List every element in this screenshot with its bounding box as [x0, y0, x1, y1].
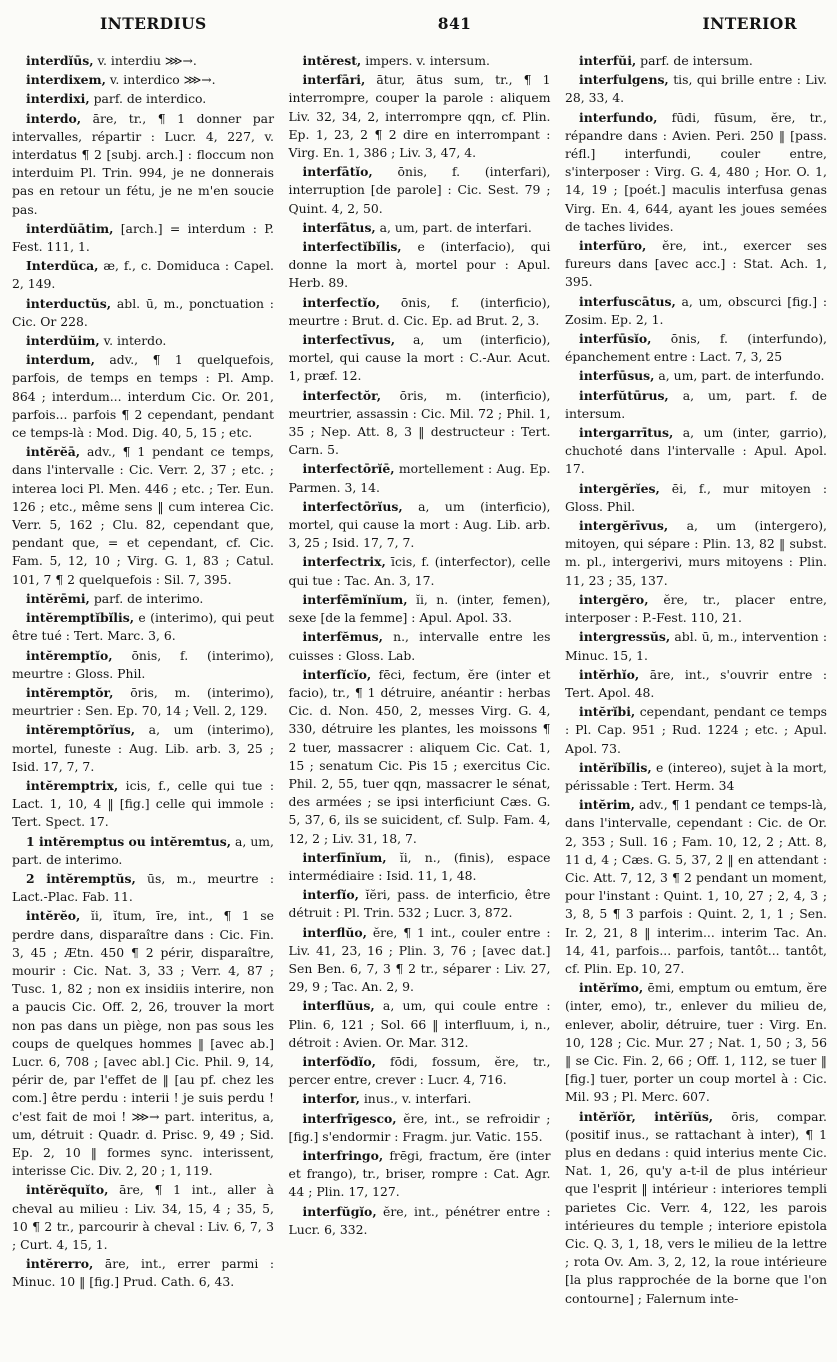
dictionary-entry: [12, 71, 274, 89]
dictionary-entry: [12, 647, 274, 683]
entry-headword: interfectīvus,: [302, 332, 396, 348]
entry-definition: ūs, m., meurtre : Lact.-Plac. Fab. 11.: [12, 870, 274, 905]
column-1: [12, 52, 274, 1309]
entry-headword: interdĭūs,: [26, 53, 94, 68]
dictionary-entry: [289, 294, 551, 330]
entry-headword: intĕrĭŏr, intĕrĭŭs,: [579, 1108, 714, 1124]
entry-headword: interdixem,: [26, 72, 106, 88]
entry-headword: interfulgens,: [579, 72, 669, 88]
dictionary-entry: [12, 332, 274, 350]
dictionary-entry: [289, 238, 551, 293]
dictionary-entry: [12, 351, 274, 442]
dictionary-entry: [289, 71, 551, 162]
entry-headword: intĕrĕo,: [26, 908, 81, 924]
entry-headword: interfāri,: [302, 72, 366, 88]
entry-definition: ōris, m. (interficio), meurtrier, assassin : Cic. Mil. 72 ; Phil. 1, 35 ; Nep. Att. 8, 3 ‖ destructeur : Tert. Carn. 5.: [288, 387, 551, 458]
entry-definition: icis, f., celle qui tue : Lact. 1, 10, 4 ‖ [fig.] celle qui immole : Tert. Spect. 17.: [12, 777, 274, 830]
entry-definition: v. interdiu ⋙→.: [93, 53, 197, 68]
entry-headword: interfrīgesco,: [302, 1110, 397, 1126]
entry-headword: intergĕrīvus,: [579, 518, 669, 534]
dictionary-entry: [289, 1147, 551, 1202]
entry-headword: Interdŭca,: [26, 258, 99, 274]
dictionary-entry: [12, 52, 274, 70]
entry-headword: interdo,: [26, 110, 82, 126]
dictionary-entry: [12, 777, 274, 832]
entry-definition: ōris, m. (interimo), meurtrier : Sen. Ep. 70, 14 ; Vell. 2, 129.: [12, 684, 274, 719]
entry-definition: āre, tr., ¶ 1 donner par intervalles, répartir : Lucr. 4, 227, v. interdatus ¶ 2 [subj. arch.] : floccum non interduim Pl. Trin. 994, je ne donnerais pas en retour un fétu, je ne m'en soucie pas.: [12, 110, 274, 217]
entry-headword: intĕremptrix,: [26, 777, 119, 793]
dictionary-entry: [565, 480, 827, 516]
dictionary-entry: [565, 979, 827, 1106]
dictionary-entry: [565, 796, 827, 978]
entry-headword: intĕremptĭo,: [26, 647, 113, 663]
dictionary-entry: [12, 870, 274, 906]
dictionary-entry: [289, 553, 551, 589]
entry-definition: āre, ¶ 1 int., aller à cheval au milieu : Liv. 34, 15, 4 ; 35, 5, 10 ¶ 2 tr., parcourir à cheval : Liv. 6, 7, 3 ; Curt. 4, 15, 1.: [12, 1182, 274, 1252]
dictionary-entry: [289, 628, 551, 664]
entry-headword: intĕrerro,: [26, 1256, 94, 1272]
entry-definition: e (intereo), sujet à la mort, périssable : Tert. Herm. 34: [565, 759, 827, 793]
dictionary-entry: [565, 330, 827, 366]
entry-definition: a, um, part. de interfundo.: [654, 368, 825, 384]
entry-headword: 1 intĕremptus ou intĕremtus,: [26, 833, 232, 849]
dictionary-entry: [565, 367, 827, 385]
entry-definition: abl. ū, m., ponctuation : Cic. Or 228.: [12, 295, 274, 329]
entry-headword: intĕrim,: [579, 797, 635, 813]
entry-headword: interdŭim,: [26, 333, 100, 349]
entry-definition: æ, f., c. Domiduca : Capel. 2, 149.: [12, 258, 274, 292]
entry-definition: [arch.] = interdum : P. Fest. 111, 1.: [12, 220, 274, 255]
entry-headword: interfringo,: [302, 1147, 384, 1163]
dictionary-entry: [289, 1090, 551, 1108]
dictionary-entry: [565, 109, 827, 236]
entry-definition: cependant, pendant ce temps : Pl. Cap. 951 ; Rud. 1224 ; etc. ; Apul. Apol. 73.: [565, 704, 827, 756]
entry-headword: intĕrest,: [302, 53, 362, 68]
dictionary-entry: [565, 237, 827, 292]
entry-definition: ātur, ātus sum, tr., ¶ 1 interrompre, couper la parole : aliquem Liv. 32, 34, 2, interrompre qqn, cf. Plin. Ep. 1, 23, 2 ¶ 2 dire en interrompant : Virg. En. 1, 386 ; Liv. 3, 47, 4.: [288, 72, 551, 161]
entry-definition: impers. v. intersum.: [361, 53, 490, 68]
columns: [12, 52, 827, 1309]
entry-headword: intergĕrĭes,: [579, 480, 660, 496]
entry-definition: v. interdo.: [99, 333, 167, 349]
entry-definition: ĕre, tr., placer entre, interposer : P.-Fest. 110, 21.: [565, 591, 827, 626]
entry-definition: ĕre, int., se refroidir ; [fig.] s'endormir : Fragm. jur. Vatic. 155.: [288, 1110, 551, 1144]
entry-headword: interfŏdĭo,: [302, 1053, 376, 1069]
entry-definition: ōnis, f. (interficio), meurtre : Brut. d. Cic. Ep. ad Brut. 2, 3.: [288, 294, 551, 328]
entry-headword: intĕremptŏr,: [26, 684, 114, 700]
entry-definition: parf. de interimo.: [89, 590, 204, 606]
dictionary-entry: [289, 498, 551, 553]
entry-definition: frēgi, fractum, ĕre (inter et frango), tr., briser, rompre : Cat. Agr. 44 ; Plin. 17, 127.: [288, 1147, 551, 1200]
dictionary-entry: [12, 590, 274, 608]
dictionary-entry: [289, 997, 551, 1052]
dictionary-entry: [289, 924, 551, 997]
entry-headword: interfŭi,: [579, 53, 637, 68]
running-header: [12, 14, 827, 40]
entry-headword: interfectĭbĭlis,: [302, 239, 402, 255]
column-2: [289, 52, 551, 1309]
entry-definition: abl. ū, m., intervention : Minuc. 15, 1.: [565, 629, 827, 663]
entry-definition: ĕre, ¶ 1 int., couler entre : Liv. 41, 23, 16 ; Plin. 3, 76 ; [avec dat.] Sen Ben. 6, 7, 3 ¶ 2 tr., séparer : Liv. 27, 29, 9 ; Tac. An. 2, 9.: [288, 924, 551, 995]
entry-definition: fēci, fectum, ĕre (inter et facio), tr., ¶ 1 détruire, anéantir : herbas Cic. d. Non. 450, 2, messes Virg. G. 4, 330, détruire les plantes, les moissons ¶ 2 tuer, massacrer : aliquem Cic. Cat. 1, 15 ; senatum Cic. Pis 15 ; exercitus Cic. Phil. 2, 55, tuer qqn, massacrer le sénat, des armées ; se ipsi interficiunt Cæs. G. 5, 37, 6, ils se suicident, cf. Sulp. Fam. 4, 12, 2 ; Liv. 31, 18, 7.: [288, 666, 551, 846]
entry-headword: interfŭro,: [579, 238, 647, 254]
dictionary-entry: [12, 684, 274, 720]
entry-definition: ĕre, int., pénétrer entre : Lucr. 6, 332.: [288, 1203, 551, 1237]
entry-headword: interfĭo,: [302, 887, 359, 903]
dictionary-entry: [565, 293, 827, 329]
dictionary-entry: [565, 591, 827, 627]
dictionary-entry: [12, 721, 274, 776]
dictionary-entry: [12, 295, 274, 331]
entry-definition: a, um, part. de interfari.: [375, 219, 532, 235]
dictionary-entry: [289, 1053, 551, 1089]
entry-definition: adv., ¶ 1 quelquefois, parfois, de temps en temps : Pl. Amp. 864 ; interdum... interdum Cic. Or. 201, parfois... parfois ¶ 2 cependant, pendant ce temps-là : Mod. Dig. 40, 5, 15 ; etc.: [12, 352, 274, 441]
entry-definition: adv., ¶ 1 pendant ce temps, dans l'intervalle : Cic. Verr. 2, 37 ; etc. ; interea loci Pl. Men. 446 ; etc. ; Ter. Eun. 126 ; etc., même sens ‖ cum interea Cic. Verr. 5, 162 ; Clu. 82, cependant que, pendant que, = et cependant, cf. Cic. Fam. 5, 12, 10 ; Virg. G. 1, 83 ; Catul. 101, 7 ¶ 2 quelquefois : Sil. 7, 395.: [12, 444, 274, 587]
dictionary-entry: [289, 591, 551, 627]
dictionary-entry: [565, 1108, 827, 1308]
dictionary-entry: [12, 609, 274, 645]
entry-definition: āre, int., s'ouvrir entre : Tert. Apol. 48.: [565, 666, 827, 700]
dictionary-entry: [12, 257, 274, 293]
entry-definition: a, um, qui coule entre : Plin. 6, 121 ; Sol. 66 ‖ interfluum, i, n., détroit : Avien. Or. Mar. 312.: [288, 998, 551, 1050]
entry-headword: interfor,: [302, 1091, 360, 1107]
entry-headword: intĕremptĭbĭlis,: [26, 610, 135, 626]
entry-definition: āre, int., errer parmi : Minuc. 10 ‖ [fig.] Prud. Cath. 6, 43.: [12, 1256, 274, 1290]
column-3: [565, 52, 827, 1309]
header-right-guide-word: INTERIOR: [702, 14, 797, 33]
dictionary-entry: [12, 443, 274, 589]
entry-headword: intĕrhĭo,: [579, 666, 640, 682]
entry-definition: inus., v. interfari.: [359, 1091, 472, 1107]
entry-definition: ĭĕri, pass. de interficio, être détruit : Pl. Trin. 532 ; Lucr. 3, 872.: [288, 887, 551, 921]
entry-headword: interfuscātus,: [579, 293, 676, 309]
entry-headword: interfīnĭum,: [302, 849, 387, 865]
entry-headword: 2 intĕremptŭs,: [26, 870, 136, 886]
entry-definition: a, um (inter, garrio), chuchoté dans l'intervalle : Apul. Apol. 17.: [565, 425, 827, 477]
entry-headword: interductŭs,: [26, 295, 112, 311]
entry-headword: intĕrĕquĭto,: [26, 1182, 109, 1198]
entry-headword: interfĕmus,: [302, 629, 383, 645]
entry-headword: interfūsus,: [579, 368, 655, 384]
dictionary-entry: [289, 52, 551, 70]
entry-definition: ēi, f., mur mitoyen : Gloss. Phil.: [565, 480, 827, 514]
entry-definition: v. interdico ⋙→.: [105, 72, 216, 88]
entry-definition: a, um, part. f. de intersum.: [565, 387, 827, 421]
entry-definition: ōnis, f. (interimo), meurtre : Gloss. Phil.: [12, 647, 274, 681]
dictionary-entry: [12, 1181, 274, 1254]
dictionary-entry: [289, 1203, 551, 1239]
entry-definition: ĭi, n., (finis), espace intermédiaire : Isid. 11, 1, 48.: [288, 849, 551, 883]
entry-headword: interfectrix,: [302, 554, 386, 570]
dictionary-entry: [565, 703, 827, 758]
dictionary-entry: [289, 849, 551, 885]
entry-headword: interfectōrĭē,: [302, 461, 395, 477]
entry-headword: intĕrĕā,: [26, 444, 81, 460]
entry-headword: interfŭgĭo,: [302, 1203, 377, 1219]
entry-headword: interfūsĭo,: [579, 331, 652, 347]
dictionary-entry: [289, 886, 551, 922]
entry-headword: intĕremptōrĭus,: [26, 722, 136, 738]
entry-headword: intergressŭs,: [579, 629, 671, 645]
entry-headword: interdixi,: [26, 91, 90, 107]
entry-definition: mortellement : Aug. Ep. Parmen. 3, 14.: [288, 461, 551, 495]
entry-headword: interfātus,: [302, 219, 376, 235]
page-number: 841: [437, 14, 472, 33]
dictionary-entry: [565, 424, 827, 479]
entry-definition: ōris, compar. (positif inus., se rattachant à inter), ¶ 1 plus en dedans : quid interius mente Cic. Nat. 1, 26, qu'y a-t-il de plus intérieur que l'esprit ‖ intérieur : interiores templi parietes Cic. Verr. 4, 122, les parois intérieures du temple ; interiore epistola Cic. Q. 3, 1, 18, vers le milieu de la lettre ; rota Ov. Am. 3, 2, 12, la roue intérieure [la plus rapprochée de la borne que l'on contourne] ; Falernum inte-: [565, 1108, 827, 1306]
entry-definition: a, um, part. de interimo.: [12, 833, 274, 867]
entry-definition: parf. de interdico.: [89, 91, 207, 107]
entry-headword: interfēmĭnĭum,: [302, 591, 408, 607]
entry-definition: īcis, f. (interfector), celle qui tue : Tac. An. 3, 17.: [288, 554, 551, 588]
entry-definition: fōdi, fossum, ĕre, tr., percer entre, crever : Lucr. 4, 716.: [288, 1053, 551, 1088]
entry-definition: tis, qui brille entre : Liv. 28, 33, 4.: [565, 72, 827, 106]
dictionary-entry: [12, 90, 274, 108]
entry-definition: e (interimo), qui peut être tué : Tert. Marc. 3, 6.: [12, 610, 274, 644]
entry-definition: a, um (interficio), mortel, qui cause la mort : C.-Aur. Acut. 1, præf. 12.: [288, 332, 551, 384]
entry-definition: a, um (interficio), mortel, qui cause la mort : Aug. Lib. arb. 3, 25 ; Isid. 17, 7, 7.: [288, 498, 551, 551]
entry-headword: intĕrĭmo,: [579, 980, 644, 996]
entry-headword: intĕrĭbĭlis,: [579, 759, 652, 775]
dictionary-entry: [289, 219, 551, 237]
entry-definition: ĭi, ĭtum, īre, int., ¶ 1 se perdre dans, disparaître dans : Cic. Fin. 3, 45 ; Ætn. 450 ¶ 2 périr, disparaître, mourir : Cic. Nat. 3, 33 ; Verr. 4, 87 ; Tusc. 1, 82 ; non ex insidiis interire, non a paucis Cic. Off. 2, 26, trouver la mort non pas dans un piège, non pas sous les coups de quelques hommes ‖ [avec ab.] Lucr. 6, 708 ; [avec abl.] Cic. Phil. 9, 14, périr de, par l'effet de ‖ [au pf. chez les com.] être perdu : interii ! je suis perdu ! c'est fait de moi ! ⋙→ part. interitus, a, um, détruit : Quadr. d. Prisc. 9, 49 ; Sid. Ep. 2, 10 ‖ formes sync. interissent, interisse Cic. Div. 2, 20 ; 1, 119.: [12, 908, 274, 1179]
entry-headword: interflŭus,: [302, 998, 375, 1014]
dictionary-entry: [12, 1255, 274, 1291]
entry-headword: intĕrĭbi,: [579, 704, 636, 720]
entry-definition: a, um, obscurci [fig.] : Zosim. Ep. 2, 1.: [565, 293, 827, 327]
entry-definition: ēmi, emptum ou emtum, ĕre (inter, emo), tr., enlever du milieu de, enlever, abolir, détruire, tuer : Virg. En. 10, 128 ; Cic. Mur. 27 ; Nat. 1, 50 ; 3, 56 ‖ se Cic. Fin. 2, 66 ; Off. 1, 112, se tuer ‖ [fig.] tuer, porter un coup mortel à : Cic. Mil. 93 ; Pl. Merc. 607.: [565, 980, 827, 1105]
header-left-guide-word: INTERDIUS: [100, 14, 207, 33]
dictionary-entry: [12, 110, 274, 219]
entry-headword: interfātĭo,: [302, 164, 373, 180]
entry-headword: interfectĭo,: [302, 294, 381, 310]
entry-headword: intergĕro,: [579, 591, 649, 607]
dictionary-entry: [565, 387, 827, 423]
entry-definition: parf. de intersum.: [636, 53, 753, 68]
entry-headword: interdŭātim,: [26, 220, 114, 236]
dictionary-entry: [289, 331, 551, 386]
entry-definition: n., intervalle entre les cuisses : Gloss. Lab.: [288, 629, 551, 663]
entry-headword: interfectŏr,: [302, 387, 382, 403]
entry-headword: intĕrēmi,: [26, 590, 90, 606]
dictionary-entry: [565, 759, 827, 795]
dictionary-entry: [289, 1110, 551, 1146]
entry-definition: a, um (interimo), mortel, funeste : Aug. Lib. arb. 3, 25 ; Isid. 17, 7, 7.: [12, 722, 274, 774]
entry-headword: interfundo,: [579, 109, 658, 125]
entry-definition: ĭi, n. (inter, femen), sexe [de la femme] : Apul. Apol. 33.: [288, 591, 551, 626]
dictionary-entry: [12, 833, 274, 869]
entry-headword: interfĭcĭo,: [302, 666, 372, 682]
entry-definition: adv., ¶ 1 pendant ce temps-là, dans l'intervalle, cependant : Cic. de Or. 2, 353 ; Sull. 16 ; Fam. 10, 12, 2 ; Att. 8, 11 d, 4 ; Cæs. G. 5, 37, 2 ‖ en attendant : Cic. Att. 7, 12, 3 ¶ 2 pendant un moment, pour l'instant : Quint. 1, 10, 27 ; 2, 4, 3 ; 3, 8, 5 ¶ 3 parfois : Quint. 2, 1, 1 ; Sen. Ir. 2, 21, 8 ‖ interim... interim Tac. An. 14, 41, parfois... parfois, tantôt... tantôt, cf. Plin. Ep. 10, 27.: [565, 797, 827, 976]
dictionary-entry: [12, 220, 274, 256]
dictionary-entry: [289, 163, 551, 218]
entry-definition: fūdi, fūsum, ĕre, tr., répandre dans : Avien. Peri. 250 ‖ [pass. réfl.] interfundi, couler entre, s'interposer : Virg. G. 4, 480 ; Hor. O. 1, 14, 19 ; [poét.] maculis interfusa genas Virg. En. 4, 644, ayant les joues semées de taches livides.: [565, 109, 827, 234]
entry-headword: interfŭtūrus,: [579, 387, 669, 403]
entry-definition: ĕre, int., exercer ses fureurs dans [avec acc.] : Stat. Ach. 1, 395.: [565, 238, 827, 290]
dictionary-entry: [565, 52, 827, 70]
entry-headword: interdum,: [26, 352, 95, 368]
entry-definition: ōnis, f. (interfundo), épanchement entre : Lact. 7, 3, 25: [565, 331, 827, 365]
dictionary-entry: [565, 666, 827, 702]
dictionary-entry: [289, 387, 551, 460]
entry-definition: a, um (intergero), mitoyen, qui sépare : Plin. 13, 82 ‖ subst. m. pl., intergerivi, murs mitoyens : Plin. 11, 23 ; 35, 137.: [565, 518, 827, 588]
entry-definition: ōnis, f. (interfari), interruption [de parole] : Cic. Sest. 79 ; Quint. 4, 2, 50.: [288, 164, 551, 216]
dictionary-entry: [565, 517, 827, 590]
dictionary-entry: [289, 460, 551, 496]
dictionary-entry: [289, 666, 551, 848]
dictionary-entry: [565, 71, 827, 107]
dictionary-entry: [12, 907, 274, 1180]
entry-headword: intergarrītus,: [579, 425, 674, 441]
dictionary-entry: [565, 628, 827, 664]
entry-headword: interfectōrĭus,: [302, 498, 403, 514]
entry-definition: e (interfacio), qui donne la mort à, mortel pour : Apul. Herb. 89.: [288, 239, 551, 291]
entry-headword: interflŭo,: [302, 924, 367, 940]
